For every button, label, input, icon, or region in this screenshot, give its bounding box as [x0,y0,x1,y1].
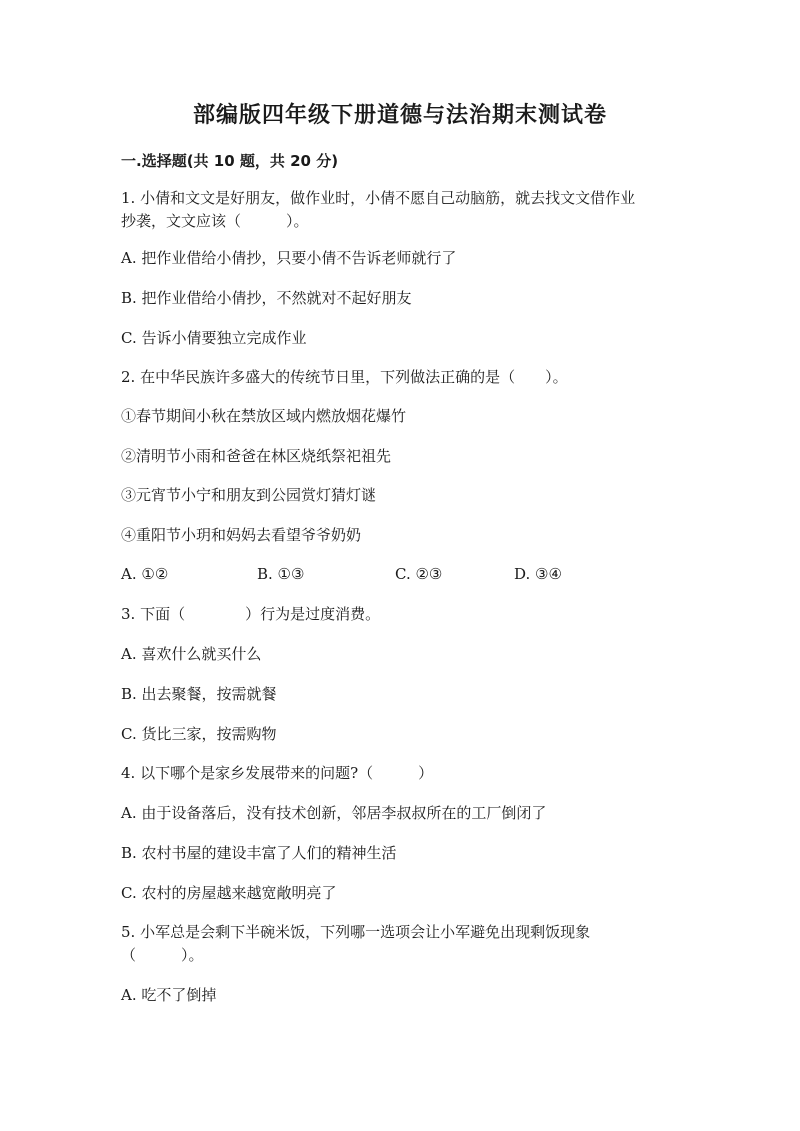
question-2-options [121,563,681,585]
question-4-option-b: B. 农村书屋的建设丰富了人们的精神生活 [121,844,397,862]
question-1-option-c: C. 告诉小倩要独立完成作业 [121,329,307,347]
question-2-item-1: ①春节期间小秋在禁放区域内燃放烟花爆竹 [121,407,407,425]
question-3-option-a: A. 喜欢什么就买什么 [121,645,262,663]
question-4-option-c: C. 农村的房屋越来越宽敞明亮了 [121,884,337,902]
question-2-option-d: D. ③④ [514,565,562,583]
question-5-line-2: （ ）。 [121,946,204,964]
question-1-option-b: B. 把作业借给小倩抄，不然就对不起好朋友 [121,289,412,307]
question-2-stem: 2. 在中华民族许多盛大的传统节日里，下列做法正确的是（ ）。 [121,368,568,386]
question-2-option-a: A. ①② [121,565,169,583]
question-3-option-c: C. 货比三家，按需购物 [121,725,277,743]
question-2-item-2: ②清明节小雨和爸爸在林区烧纸祭祀祖先 [121,447,392,465]
question-3-stem: 3. 下面（ ）行为是过度消费。 [121,605,381,623]
question-1-line-1: 1. 小倩和文文是好朋友，做作业时，小倩不愿自己动脑筋，就去找文文借作业 [121,189,636,207]
page-title: 部编版四年级下册道德与法治期末测试卷 [192,103,607,128]
question-2-option-b: B. ①③ [257,565,305,583]
question-2-option-c: C. ②③ [395,565,443,583]
question-1-option-a: A. 把作业借给小倩抄，只要小倩不告诉老师就行了 [121,249,457,267]
question-3-option-b: B. 出去聚餐，按需就餐 [121,685,277,703]
question-4-option-a: A. 由于设备落后，没有技术创新，邻居李叔叔所在的工厂倒闭了 [121,804,547,822]
question-5-option-a: A. 吃不了倒掉 [121,986,217,1004]
question-1-line-2: 抄袭，文文应该（ ）。 [121,212,309,230]
question-2-item-4: ④重阳节小玥和妈妈去看望爷爷奶奶 [121,526,362,544]
question-2-item-3: ③元宵节小宁和朋友到公园赏灯猜灯谜 [121,486,377,504]
section-heading: 一.选择题(共 10 题，共 20 分) [121,152,339,170]
question-4-stem: 4. 以下哪个是家乡发展带来的问题?（ ） [121,764,434,782]
question-5-line-1: 5. 小军总是会剩下半碗米饭，下列哪一选项会让小军避免出现剩饭现象 [121,923,591,941]
